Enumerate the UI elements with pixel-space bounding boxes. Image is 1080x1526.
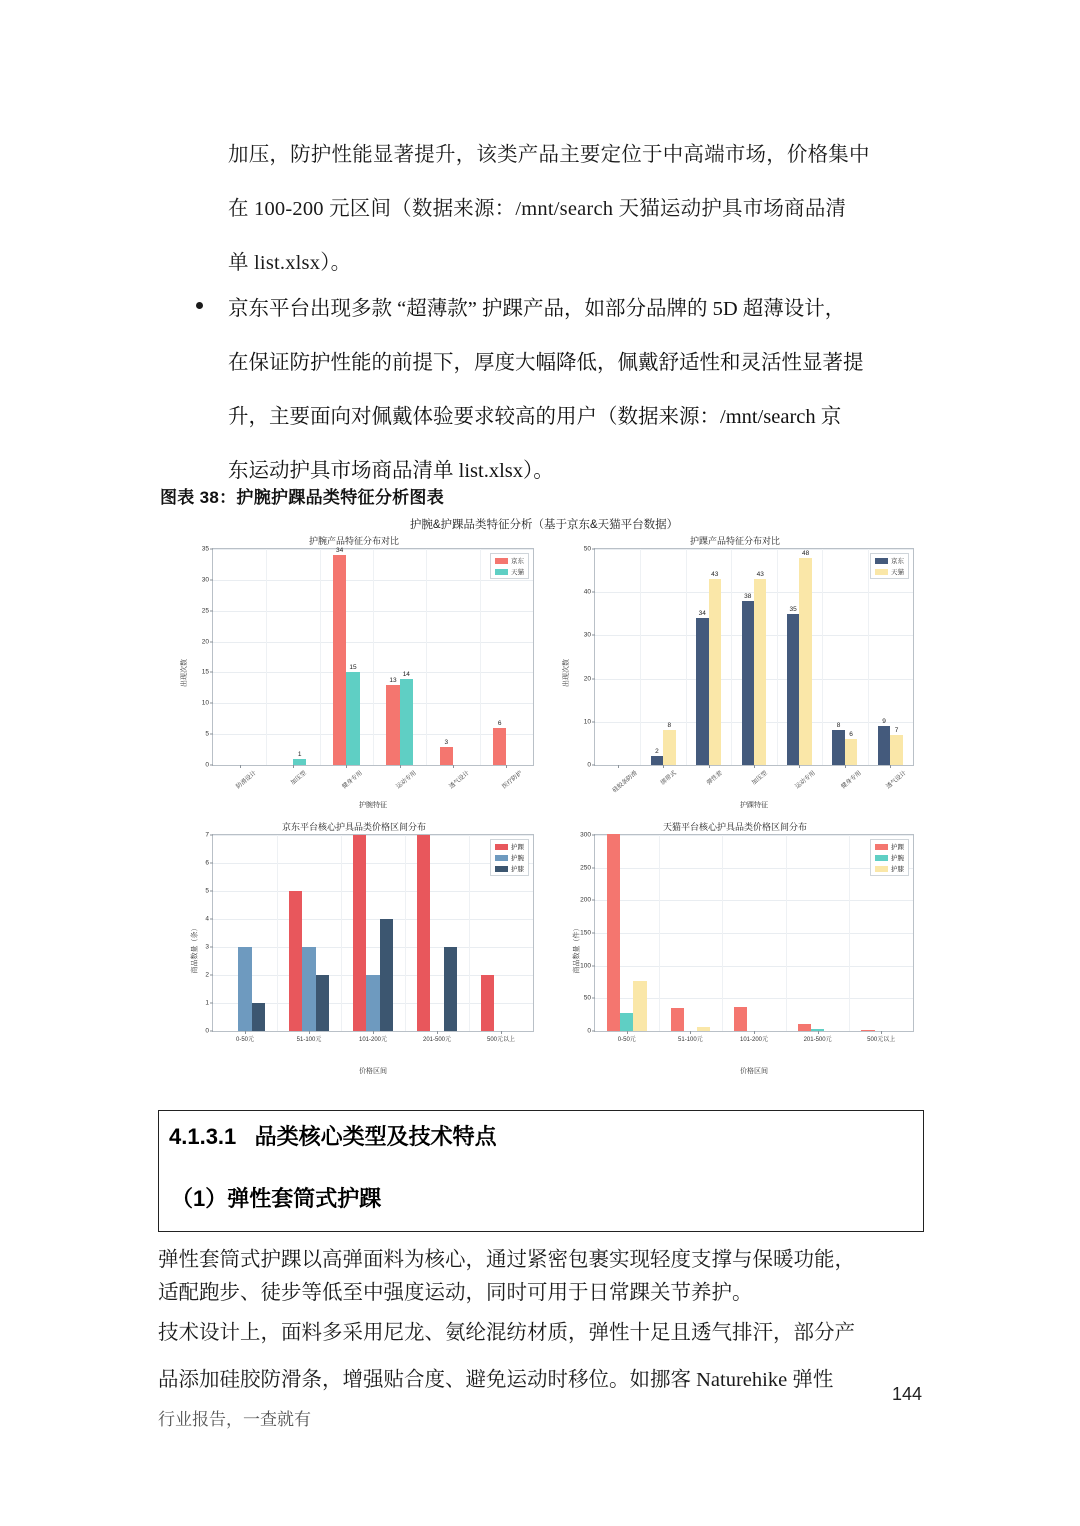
chart-xlabel: 价格区间 bbox=[740, 1068, 768, 1075]
x-axis-category-label: 101-200元 bbox=[358, 1037, 388, 1043]
bar bbox=[734, 1007, 747, 1031]
paragraph-line: 品添加硅胶防滑条，增强贴合度、避免运动时移位。如挪客 Naturehike 弹性 bbox=[158, 1369, 834, 1391]
chart-legend[interactable] bbox=[870, 839, 909, 876]
chart-legend[interactable] bbox=[490, 839, 529, 876]
bar-group bbox=[659, 835, 723, 1031]
x-axis-category-label: 500元以上 bbox=[867, 1037, 896, 1043]
legend-swatch bbox=[495, 844, 508, 850]
bar bbox=[633, 981, 646, 1031]
legend-swatch bbox=[875, 569, 888, 575]
x-axis-tickmark bbox=[881, 1031, 882, 1034]
bar-value-label: 34 bbox=[698, 610, 706, 618]
bar-value-label: 9 bbox=[882, 718, 886, 726]
legend-label: 护腕 bbox=[511, 855, 524, 862]
y-axis-tick: 0 bbox=[587, 761, 591, 769]
bar bbox=[293, 750, 306, 765]
page-number: 144 bbox=[891, 1384, 922, 1404]
y-axis-tick: 30 bbox=[583, 631, 591, 639]
figure-suptitle: 护腕&护踝品类特征分析（基于京东&天猫平台数据） bbox=[409, 519, 679, 531]
bar-group bbox=[373, 549, 426, 765]
x-axis-tickmark bbox=[754, 765, 755, 768]
y-axis-tick: 0 bbox=[205, 761, 209, 769]
x-axis-tickmark bbox=[799, 765, 800, 768]
bar-group bbox=[786, 835, 850, 1031]
bar bbox=[238, 947, 251, 1031]
x-axis-tickmark bbox=[453, 765, 454, 768]
x-axis-tickmark bbox=[690, 1031, 691, 1034]
bar-group bbox=[213, 835, 277, 1031]
chart-ylabel: 出现次数 bbox=[563, 659, 570, 687]
x-axis-tickmark bbox=[818, 1031, 819, 1034]
bar bbox=[742, 592, 754, 765]
bar bbox=[302, 947, 315, 1031]
bullet-line: 升，主要面向对佩戴体验要求较高的用户（数据来源：/mnt/search 京 bbox=[228, 406, 842, 428]
bar bbox=[787, 605, 799, 765]
paragraph-line: 适配跑步、徒步等低至中强度运动，同时可用于日常踝关节养护。 bbox=[158, 1282, 753, 1304]
top-paragraph bbox=[228, 128, 920, 290]
section-title: 品类核心类型及技术特点 bbox=[254, 1124, 497, 1149]
chart-plot-area bbox=[205, 831, 534, 1043]
bullet-text bbox=[228, 282, 922, 498]
y-axis-tick: 50 bbox=[583, 994, 591, 1002]
bar-group bbox=[595, 835, 659, 1031]
chart-ylabel: 出现次数 bbox=[181, 659, 188, 687]
x-axis-category-label: 201-500元 bbox=[803, 1037, 832, 1043]
y-axis-tick: 1 bbox=[205, 999, 209, 1007]
bar bbox=[386, 676, 399, 765]
bar-value-label: 8 bbox=[667, 722, 672, 730]
y-axis-tick: 0 bbox=[205, 1027, 209, 1035]
x-axis-category-label: 0-50元 bbox=[235, 1037, 255, 1043]
legend-item[interactable] bbox=[875, 556, 904, 565]
bar bbox=[671, 1008, 684, 1031]
x-axis-category-label: 健身专用 bbox=[341, 770, 365, 791]
bar bbox=[493, 719, 506, 765]
legend-item[interactable] bbox=[875, 853, 904, 862]
legend-label: 天猫 bbox=[891, 569, 904, 576]
x-axis-category-label: 101-200元 bbox=[739, 1037, 769, 1043]
x-axis-tickmark bbox=[245, 1031, 246, 1034]
bar-value-label: 6 bbox=[497, 719, 502, 727]
x-axis-tickmark bbox=[845, 765, 846, 768]
bar-value-label: 34 bbox=[336, 547, 344, 555]
bar-value-label: 1 bbox=[297, 750, 302, 758]
chart-ylabel: 商品数量（件） bbox=[573, 924, 581, 974]
chart-jd-price-band bbox=[168, 820, 540, 1078]
bar-value-label: 15 bbox=[349, 664, 357, 672]
y-axis-tick: 0 bbox=[587, 1027, 591, 1035]
legend-swatch bbox=[875, 558, 888, 564]
x-axis-category-label: 硅胶条防滑 bbox=[611, 770, 639, 795]
x-axis-category-label: 加压型 bbox=[751, 770, 769, 787]
legend-swatch bbox=[495, 569, 508, 575]
bar bbox=[696, 610, 708, 765]
x-axis-category-label: 透气设计 bbox=[448, 770, 471, 791]
y-axis-tick: 20 bbox=[201, 638, 209, 646]
chart-plot-area bbox=[201, 545, 534, 791]
bar bbox=[798, 1024, 811, 1031]
bar bbox=[878, 718, 890, 765]
legend-item[interactable] bbox=[495, 842, 524, 851]
bullet-dot-icon bbox=[196, 302, 203, 309]
paragraph-line: 在 100-200 元区间（数据来源：/mnt/search 天猫运动护具市场商品清 bbox=[228, 198, 847, 220]
x-axis-category-label: 运动专用 bbox=[395, 770, 418, 791]
section-heading-box bbox=[158, 1110, 924, 1232]
bar bbox=[754, 571, 766, 765]
bullet-line: 东运动护具市场商品清单 list.xlsx）。 bbox=[228, 460, 554, 482]
chart-xlabel: 价格区间 bbox=[359, 1068, 387, 1075]
legend-swatch bbox=[875, 866, 888, 872]
bar-value-label: 6 bbox=[849, 731, 853, 739]
y-axis-tick: 30 bbox=[201, 576, 209, 584]
x-axis-tickmark bbox=[437, 1031, 438, 1034]
legend-item[interactable] bbox=[495, 864, 524, 873]
x-axis-category-label: 201-500元 bbox=[422, 1037, 452, 1043]
bar-value-label: 35 bbox=[789, 605, 797, 613]
y-axis-tick: 7 bbox=[205, 831, 209, 839]
bar bbox=[845, 731, 857, 765]
legend-item[interactable] bbox=[875, 842, 904, 851]
legend-item[interactable] bbox=[495, 853, 524, 862]
bar-value-label: 48 bbox=[802, 549, 810, 557]
legend-item[interactable] bbox=[495, 567, 524, 576]
bar-value-label: 43 bbox=[756, 571, 764, 579]
bar-group bbox=[405, 835, 469, 1031]
legend-label: 天猫 bbox=[511, 569, 524, 576]
bar bbox=[444, 947, 457, 1031]
bar-group bbox=[822, 549, 867, 765]
x-axis-tickmark bbox=[709, 765, 710, 768]
legend-swatch bbox=[875, 855, 888, 861]
y-axis-tick: 10 bbox=[201, 699, 209, 707]
section-heading bbox=[169, 1120, 497, 1151]
chart-title: 天猫平台核心护具品类价格区间分布 bbox=[662, 822, 807, 832]
bar bbox=[607, 834, 620, 1031]
y-axis-tick: 250 bbox=[580, 864, 591, 872]
y-axis-tick: 6 bbox=[205, 859, 209, 867]
x-axis-tickmark bbox=[618, 765, 619, 768]
bar bbox=[799, 549, 811, 765]
y-axis-tick: 15 bbox=[201, 668, 209, 676]
x-axis-category-label: 加压型 bbox=[290, 770, 308, 787]
x-axis-tickmark bbox=[309, 1031, 310, 1034]
x-axis-category-label: 运动专用 bbox=[794, 770, 818, 791]
legend-item[interactable] bbox=[875, 864, 904, 873]
bar-group bbox=[722, 835, 786, 1031]
bullet-line: 在保证防护性能的前提下，厚度大幅降低，佩戴舒适性和灵活性显著提 bbox=[228, 352, 864, 374]
bar-value-label: 14 bbox=[402, 670, 410, 678]
legend-label: 护腕 bbox=[891, 855, 904, 862]
bar bbox=[252, 1003, 265, 1031]
bar bbox=[620, 1013, 633, 1031]
x-axis-tickmark bbox=[293, 765, 294, 768]
legend-item[interactable] bbox=[875, 567, 904, 576]
bar bbox=[289, 891, 302, 1031]
x-axis-tickmark bbox=[346, 765, 347, 768]
bar-group bbox=[640, 549, 685, 765]
chart-title: 护腕产品特征分布对比 bbox=[308, 536, 399, 546]
chart-plot-area bbox=[583, 545, 914, 795]
tail-paragraph bbox=[158, 1244, 930, 1404]
paragraph-line: 单 list.xlsx）。 bbox=[228, 252, 352, 274]
x-axis-tickmark bbox=[754, 1031, 755, 1034]
chart-title: 京东平台核心护具品类价格区间分布 bbox=[281, 822, 426, 832]
bar bbox=[832, 722, 844, 765]
bar-group bbox=[266, 549, 319, 765]
bar bbox=[663, 722, 675, 765]
bar-value-label: 43 bbox=[711, 571, 719, 579]
x-axis-category-label: 医疗防护 bbox=[501, 770, 525, 791]
paragraph-line: 加压，防护性能显著提升，该类产品主要定位于中高端市场，价格集中 bbox=[228, 144, 870, 166]
y-axis-tick: 5 bbox=[205, 887, 209, 895]
bar bbox=[400, 670, 413, 765]
bar-value-label: 13 bbox=[389, 676, 397, 684]
bar bbox=[380, 919, 393, 1031]
x-axis-category-label: 500元以上 bbox=[486, 1037, 516, 1043]
x-axis-category-label: 透气设计 bbox=[885, 770, 909, 791]
chart-xlabel: 护踝特征 bbox=[740, 802, 768, 809]
x-axis-category-label: 弹性套 bbox=[705, 770, 724, 787]
legend-swatch bbox=[495, 855, 508, 861]
section-number: 4.1.3.1 bbox=[169, 1124, 237, 1149]
bar bbox=[481, 975, 494, 1031]
bar-group bbox=[868, 549, 913, 765]
x-axis-category-label: 51-100元 bbox=[296, 1037, 322, 1043]
bar bbox=[346, 664, 359, 765]
bar-group bbox=[277, 835, 341, 1031]
x-axis-tickmark bbox=[627, 1031, 628, 1034]
legend-label: 护膝 bbox=[891, 866, 904, 873]
bar-value-label: 3 bbox=[444, 738, 449, 746]
bar bbox=[333, 547, 346, 765]
bar-group bbox=[320, 549, 373, 765]
legend-swatch bbox=[495, 866, 508, 872]
bar bbox=[316, 975, 329, 1031]
legend-item[interactable] bbox=[495, 556, 524, 565]
x-axis-tickmark bbox=[890, 765, 891, 768]
bar bbox=[651, 748, 663, 765]
x-axis-category-label: 绑带式 bbox=[660, 770, 678, 787]
y-axis-tick: 10 bbox=[583, 718, 591, 726]
bar-value-label: 8 bbox=[836, 722, 841, 730]
legend-swatch bbox=[875, 844, 888, 850]
subsection-heading: （1）弹性套筒式护踝 bbox=[171, 1186, 382, 1211]
y-axis-tick: 5 bbox=[205, 730, 209, 738]
bar-group bbox=[426, 549, 479, 765]
chart-xlabel: 护腕特征 bbox=[359, 802, 387, 809]
chart-plot-area bbox=[580, 831, 914, 1043]
y-axis-tick: 300 bbox=[580, 831, 591, 839]
y-axis-tick: 50 bbox=[583, 545, 591, 553]
bar-group bbox=[777, 549, 822, 765]
paragraph-line: 弹性套筒式护踝以高弹面料为核心，通过紧密包裹实现轻度支撑与保暖功能， bbox=[158, 1249, 855, 1271]
y-axis-tick: 100 bbox=[580, 962, 591, 970]
legend-label: 护踝 bbox=[891, 844, 904, 851]
figure-caption: 图表 38：护腕护踝品类特征分析图表 bbox=[160, 488, 445, 507]
bar bbox=[440, 738, 453, 766]
bar-value-label: 7 bbox=[894, 726, 899, 734]
bar-group bbox=[480, 549, 533, 765]
bar-group bbox=[731, 549, 776, 765]
bar-value-label: 38 bbox=[744, 592, 752, 600]
bar bbox=[890, 726, 902, 765]
bullet-item bbox=[196, 282, 922, 498]
x-axis-category-label: 防滑设计 bbox=[235, 770, 258, 791]
x-axis-tickmark bbox=[501, 1031, 502, 1034]
bar bbox=[417, 835, 430, 1031]
y-axis-tick: 150 bbox=[580, 929, 591, 937]
y-axis-tick: 20 bbox=[583, 675, 591, 683]
y-axis-tick: 200 bbox=[580, 896, 591, 904]
y-axis-tick: 2 bbox=[205, 971, 209, 979]
x-axis-tickmark bbox=[663, 765, 664, 768]
bar-group bbox=[341, 835, 405, 1031]
chart-ankle-feature bbox=[550, 534, 920, 812]
legend-label: 京东 bbox=[511, 558, 524, 565]
legend-label: 护膝 bbox=[511, 866, 524, 873]
x-axis-category-label: 51-100元 bbox=[678, 1037, 703, 1043]
bar bbox=[697, 1027, 710, 1031]
bar-group bbox=[595, 549, 640, 765]
chart-title: 护踝产品特征分布对比 bbox=[689, 536, 780, 546]
bar-value-label: 2 bbox=[655, 748, 659, 756]
chart-tmall-price-band bbox=[550, 820, 920, 1078]
y-axis-tick: 4 bbox=[205, 915, 209, 923]
chart-legend[interactable] bbox=[870, 553, 909, 579]
bar bbox=[353, 835, 366, 1031]
figure-chart-group bbox=[168, 512, 920, 1082]
x-axis-tickmark bbox=[373, 1031, 374, 1034]
bar bbox=[709, 571, 721, 765]
bar bbox=[861, 1030, 874, 1031]
bar-group bbox=[686, 549, 731, 765]
bullet-line: 京东平台出现多款 “超薄款” 护踝产品，如部分品牌的 5D 超薄设计， bbox=[228, 298, 846, 320]
x-axis-tickmark bbox=[506, 765, 507, 768]
paragraph-line: 技术设计上，面料多采用尼龙、氨纶混纺材质，弹性十足且透气排汗，部分产 bbox=[158, 1322, 855, 1344]
x-axis-category-label: 健身专用 bbox=[840, 770, 863, 791]
chart-legend[interactable] bbox=[490, 553, 529, 579]
y-axis-tick: 35 bbox=[201, 545, 209, 553]
x-axis-tickmark bbox=[400, 765, 401, 768]
bar bbox=[366, 975, 379, 1031]
x-axis-category-label: 0-50元 bbox=[617, 1037, 636, 1043]
footer-note: 行业报告，一查就有 bbox=[158, 1410, 311, 1429]
chart-ylabel: 商品数量（条） bbox=[191, 924, 199, 974]
bar-group bbox=[213, 549, 266, 765]
y-axis-tick: 25 bbox=[201, 607, 209, 615]
legend-swatch bbox=[495, 558, 508, 564]
legend-label: 护踝 bbox=[511, 844, 524, 851]
chart-wrist-feature bbox=[168, 534, 540, 812]
legend-label: 京东 bbox=[891, 558, 904, 565]
y-axis-tick: 3 bbox=[205, 943, 209, 951]
y-axis-tick: 40 bbox=[583, 588, 591, 596]
x-axis-tickmark bbox=[240, 765, 241, 768]
